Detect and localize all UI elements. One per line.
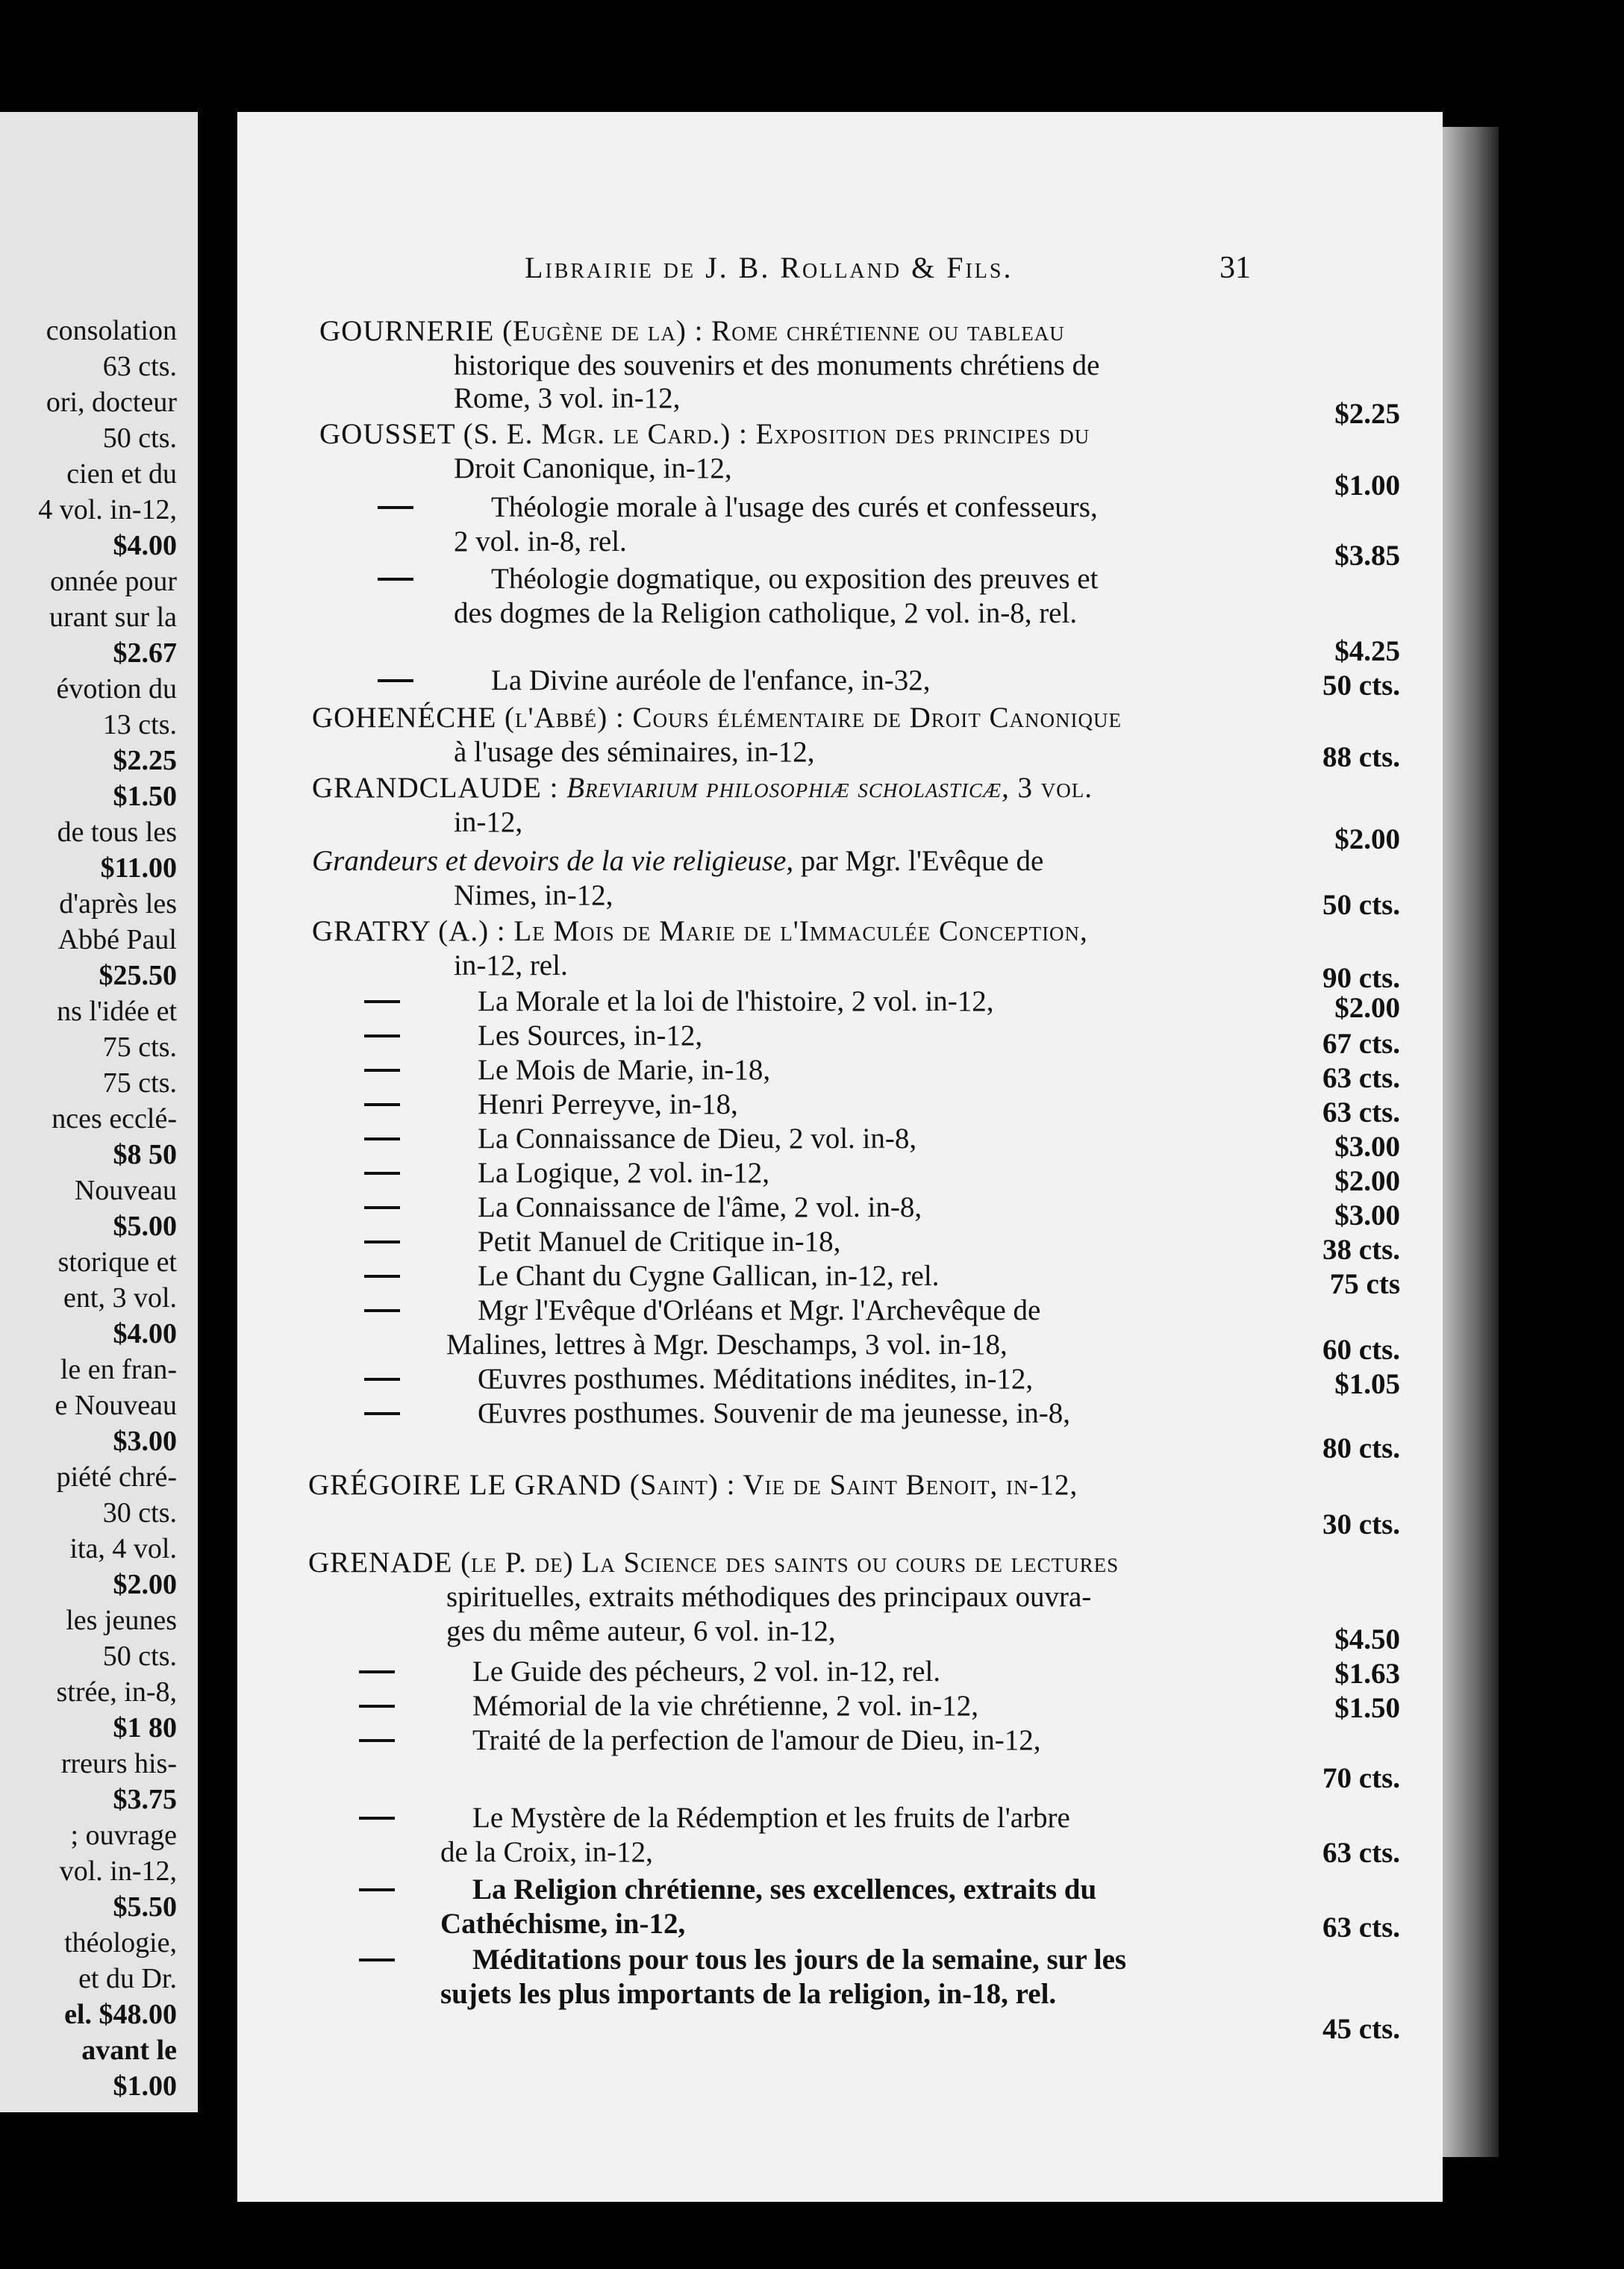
left-line: el. $48.00 [64, 1999, 177, 2030]
entry-line [478, 1397, 1070, 1430]
entry-line [312, 772, 1093, 805]
entry-line [478, 1088, 738, 1121]
left-line: les jeunes [66, 1605, 177, 1636]
entry-line: Malines, lettres à Mgr. Deschamps, 3 vol. in-18, [446, 1329, 1008, 1361]
entry-line [478, 1260, 939, 1293]
ditto-dash [359, 1959, 395, 1961]
ditto-dash [378, 679, 413, 682]
entry-line: GRÉGOIRE LE GRAND (Saint) : Vie de Saint Benoit, in-12, [308, 1469, 1078, 1501]
entry-text: Théologie dogmatique, ou exposition des preuves et [491, 563, 1099, 595]
entry-line [472, 1944, 1126, 1976]
left-line: Abbé Paul [57, 924, 177, 955]
ditto-dash [364, 1275, 400, 1278]
entry-line [478, 1020, 702, 1052]
left-line: ; ouvrage [70, 1820, 177, 1851]
ditto-dash [364, 1069, 400, 1072]
left-line: $5.00 [113, 1211, 177, 1242]
catalog-page [237, 112, 1443, 2202]
entry-line: in-12, rel. [454, 949, 568, 981]
entry-text: La Logique, 2 vol. in-12, [478, 1157, 770, 1189]
entry-line: in-12, [454, 806, 523, 838]
ditto-dash [364, 1000, 400, 1003]
price: 45 cts. [1322, 2013, 1400, 2045]
entry-text: Mgr l'Evêque d'Orléans et Mgr. l'Archevêque de [478, 1294, 1041, 1326]
left-line: nces ecclé- [51, 1103, 177, 1134]
price: 30 cts. [1322, 1508, 1400, 1541]
entry-line: sujets les plus importants de la religion, in-18, rel. [440, 1978, 1057, 2010]
left-line: $2.25 [113, 745, 177, 776]
entry-text: Le Mystère de la Rédemption et les fruits de l'arbre [472, 1802, 1070, 1834]
entry-text: Mémorial de la vie chrétienne, 2 vol. in-12, [472, 1690, 978, 1722]
left-line: ent, 3 vol. [63, 1282, 177, 1314]
running-header: Librairie de J. B. Rolland & Fils. [525, 251, 1014, 284]
entry-text: Petit Manuel de Critique in-18, [478, 1226, 841, 1258]
price: $3.85 [1334, 540, 1400, 572]
left-line: 75 cts. [102, 1067, 177, 1099]
left-line: 63 cts. [102, 351, 177, 382]
entry-text: La Connaissance de l'âme, 2 vol. in-8, [478, 1191, 922, 1223]
price: 50 cts. [1322, 670, 1400, 702]
ditto-dash [378, 578, 413, 581]
ditto-dash [364, 1172, 400, 1175]
price: $1.00 [1334, 469, 1400, 502]
entry-line: GOHENÉCHE (l'Abbé) : Cours élémentaire de Droit Canonique [312, 702, 1122, 734]
ditto-dash [378, 506, 413, 509]
price: 88 cts. [1322, 741, 1400, 773]
entry-line [472, 1802, 1070, 1835]
left-line: rreurs his- [60, 1748, 177, 1779]
left-line: $3.75 [113, 1784, 177, 1815]
price: $2.00 [1334, 1165, 1400, 1197]
left-line: ori, docteur [46, 387, 177, 418]
ditto-dash [364, 1206, 400, 1209]
left-line: évotion du [56, 673, 177, 705]
price: $1.63 [1334, 1658, 1400, 1690]
left-line: théologie, [64, 1927, 177, 1959]
entry-line [478, 1123, 916, 1155]
left-line: avant le [81, 2035, 177, 2066]
entry-text: Le Mois de Marie, in-18, [478, 1054, 771, 1086]
entry-text: Les Sources, in-12, [478, 1020, 703, 1052]
left-line: ns l'idée et [57, 996, 177, 1027]
entry-text: La Divine auréole de l'enfance, in-32, [491, 664, 931, 696]
entry-text: La Connaissance de Dieu, 2 vol. in-8, [478, 1123, 917, 1155]
entry-text: Méditations pour tous les jours de la semaine, sur les [472, 1944, 1127, 1976]
entry-title: Grandeurs et devoirs de la vie religieuse, [312, 845, 794, 877]
ditto-dash [359, 1888, 395, 1891]
entry-title: Breviarium philosophiæ scholasticæ, [566, 772, 1010, 804]
entry-line [491, 664, 931, 697]
entry-line: spirituelles, extraits méthodiques des principaux ouvra- [446, 1581, 1092, 1613]
ditto-dash [364, 1240, 400, 1243]
left-line: ita, 4 vol. [69, 1533, 177, 1564]
left-line: $8 50 [113, 1139, 177, 1170]
price: $3.00 [1334, 1131, 1400, 1163]
left-line: $2.00 [113, 1569, 177, 1600]
entry-text: Théologie morale à l'usage des curés et confesseurs, [491, 491, 1098, 523]
entry-line [491, 491, 1098, 524]
entry-line: Cathéchisme, in-12, [440, 1908, 686, 1940]
price: 63 cts. [1322, 1062, 1400, 1094]
page-number: 31 [1219, 251, 1251, 285]
left-line: 30 cts. [102, 1497, 177, 1529]
entry-line [472, 1655, 940, 1688]
entry-line: historique des souvenirs et des monuments chrétiens de [454, 349, 1100, 381]
entry-line: 2 vol. in-8, rel. [454, 525, 627, 558]
entry-text: La Morale et la loi de l'histoire, 2 vol. in-12, [478, 985, 994, 1017]
left-line: 13 cts. [102, 709, 177, 740]
left-line: $2.67 [113, 637, 177, 669]
left-line: vol. in-12, [59, 1856, 177, 1887]
price: $2.25 [1334, 398, 1400, 430]
entry-text: Œuvres posthumes. Souvenir de ma jeunesse, in-8, [478, 1397, 1070, 1429]
left-line: et du Dr. [78, 1963, 177, 1994]
left-line: $11.00 [100, 852, 177, 884]
entry-text: La Religion chrétienne, ses excellences, extraits du [472, 1873, 1097, 1906]
price: $2.00 [1334, 823, 1400, 855]
price: 63 cts. [1322, 1911, 1400, 1944]
entry-text: Traité de la perfection de l'amour de Dieu, in-12, [472, 1724, 1041, 1756]
ditto-dash [364, 1137, 400, 1140]
book-edge [1443, 127, 1499, 2157]
ditto-dash [364, 1103, 400, 1106]
entry-line: à l'usage des séminaires, in-12, [454, 736, 815, 768]
entry-line: Droit Canonique, in-12, [454, 452, 732, 484]
entry-text: Henri Perreyve, in-18, [478, 1088, 738, 1120]
entry-line [478, 1226, 840, 1258]
entry-line: GOURNERIE (Eugène de la) : Rome chrétienne ou tableau [319, 315, 1065, 347]
left-line: 4 vol. in-12, [38, 494, 177, 525]
left-line: strée, in-8, [56, 1676, 177, 1708]
left-line: storique et [57, 1246, 177, 1278]
entry-line [472, 1690, 978, 1723]
ditto-dash [359, 1705, 395, 1708]
entry-line: des dogmes de la Religion catholique, 2 vol. in-8, rel. [454, 597, 1078, 629]
price: 50 cts. [1322, 889, 1400, 921]
entry-author: GRANDCLAUDE : [312, 772, 567, 804]
ditto-dash [359, 1817, 395, 1820]
price: 70 cts. [1322, 1762, 1400, 1794]
entry-line: Rome, 3 vol. in-12, [454, 382, 681, 414]
entry-line [478, 1363, 1033, 1396]
left-line: $5.50 [113, 1891, 177, 1923]
price: $3.00 [1334, 1199, 1400, 1232]
left-line: 50 cts. [102, 1641, 177, 1672]
left-line: consolation [46, 315, 177, 346]
entry-line [312, 845, 1043, 878]
left-line: $3.00 [113, 1426, 177, 1457]
entry-line [478, 1191, 922, 1224]
entry-text: Le Guide des pécheurs, 2 vol. in-12, rel. [472, 1655, 941, 1688]
left-line: e Nouveau [54, 1390, 177, 1421]
price: 75 cts [1329, 1268, 1400, 1300]
left-line: d'après les [59, 888, 177, 920]
entry-line [478, 1294, 1040, 1327]
entry-line [472, 1724, 1041, 1757]
ditto-dash [364, 1378, 400, 1381]
price: 63 cts. [1322, 1837, 1400, 1869]
entry-line [472, 1873, 1096, 1906]
left-line: Nouveau [74, 1175, 177, 1206]
price: 67 cts. [1322, 1028, 1400, 1060]
price: $1.05 [1334, 1368, 1400, 1400]
left-page-fragment [0, 112, 198, 2112]
entry-line [478, 1157, 769, 1190]
left-line: piété chré- [56, 1461, 177, 1493]
ditto-dash [359, 1739, 395, 1742]
ditto-dash [364, 1412, 400, 1415]
price: 63 cts. [1322, 1096, 1400, 1129]
ditto-dash [364, 1034, 400, 1037]
entry-text: par Mgr. l'Evêque de [793, 845, 1044, 877]
left-line: 75 cts. [102, 1031, 177, 1063]
entry-line [478, 1054, 770, 1087]
price: $4.50 [1334, 1623, 1400, 1655]
left-line: $1 80 [113, 1712, 177, 1744]
left-line: $4.00 [113, 530, 177, 561]
price: $1.50 [1334, 1692, 1400, 1724]
left-line: $1.50 [113, 781, 177, 812]
price: 60 cts. [1322, 1334, 1400, 1366]
entry-text: Œuvres posthumes. Méditations inédites, in-12, [478, 1363, 1034, 1395]
entry-text: Le Chant du Cygne Gallican, in-12, rel. [478, 1260, 940, 1292]
price: 80 cts. [1322, 1432, 1400, 1464]
ditto-dash [364, 1309, 400, 1312]
left-line: $25.50 [99, 960, 177, 991]
ditto-dash [359, 1670, 395, 1673]
entry-line: GOUSSET (S. E. Mgr. le Card.) : Exposition des principes du [319, 418, 1090, 450]
entry-line: de la Croix, in-12, [440, 1836, 653, 1868]
left-line: 50 cts. [102, 422, 177, 454]
price: 90 cts. [1322, 962, 1400, 994]
entry-line: Nimes, in-12, [454, 879, 613, 911]
entry-line: GRATRY (A.) : Le Mois de Marie de l'Immaculée Conception, [312, 915, 1088, 947]
price: 38 cts. [1322, 1234, 1400, 1266]
price: $2.00 [1334, 992, 1400, 1024]
entry-line: GRENADE (le P. de) La Science des saints ou cours de lectures [308, 1547, 1119, 1579]
left-line: cien et du [66, 458, 177, 490]
left-line: urant sur la [49, 602, 177, 633]
left-line: de tous les [57, 817, 177, 848]
price: $4.25 [1334, 635, 1400, 667]
left-line: le en fran- [60, 1354, 177, 1385]
left-line: onnée pour [50, 566, 177, 597]
entry-line: ges du même auteur, 6 vol. in-12, [446, 1615, 836, 1647]
left-line: $4.00 [113, 1318, 177, 1349]
entry-line [491, 563, 1098, 596]
entry-line [478, 985, 994, 1018]
left-line: $1.00 [113, 2070, 177, 2102]
entry-text: 3 vol. [1009, 772, 1093, 804]
